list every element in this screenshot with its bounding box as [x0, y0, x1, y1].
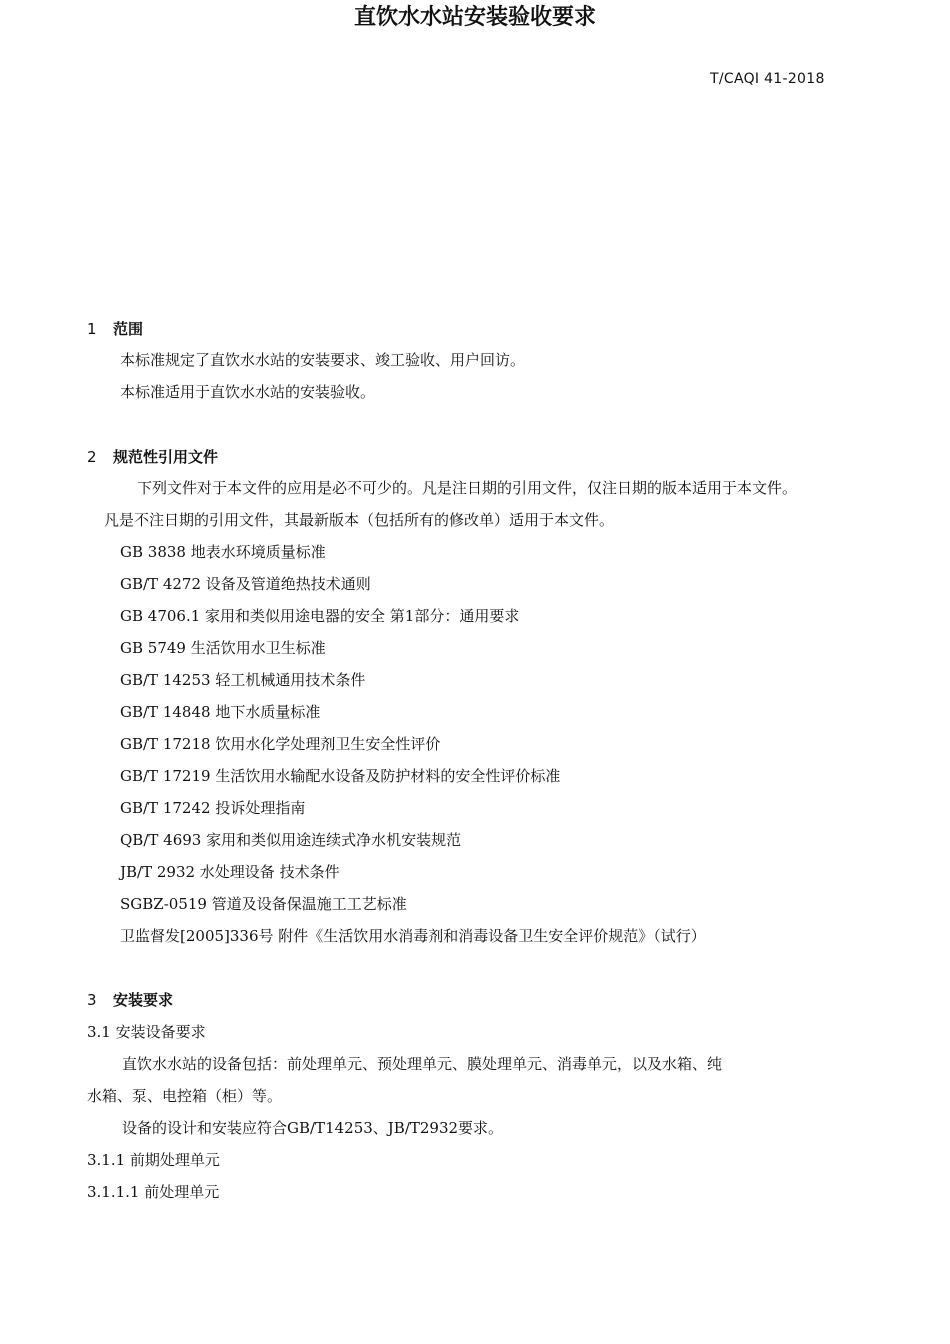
paragraph: 下列文件对于本文件的应用是必不可少的。凡是注日期的引用文件，仅注日期的版本适用于本文件。 [137, 479, 798, 497]
section-title: 规范性引用文件 [113, 448, 219, 466]
section-2-heading [87, 446, 218, 467]
reference-item: GB 5749 生活饮用水卫生标准 [120, 639, 326, 657]
subsection-heading: 3.1 安装设备要求 [87, 1023, 206, 1041]
reference-item: GB/T 17242 投诉处理指南 [120, 799, 306, 817]
paragraph: 本标准适用于直饮水水站的安装验收。 [120, 383, 376, 401]
section-number: 1 [87, 320, 97, 338]
standard-code: T/CAQI 41-2018 [710, 71, 825, 87]
section-3-heading [87, 989, 173, 1010]
paragraph: 直饮水水站的设备包括：前处理单元、预处理单元、膜处理单元、消毒单元，以及水箱、纯 [122, 1055, 723, 1073]
reference-item: SGBZ-0519 管道及设备保温施工工艺标准 [120, 895, 407, 913]
reference-item: JB/T 2932 水处理设备 技术条件 [120, 863, 340, 881]
section-number: 3 [87, 991, 97, 1009]
reference-item: GB/T 17219 生活饮用水输配水设备及防护材料的安全性评价标准 [120, 767, 561, 785]
reference-item: GB/T 4272 设备及管道绝热技术通则 [120, 575, 371, 593]
reference-item: GB/T 17218 饮用水化学处理剂卫生安全性评价 [120, 735, 441, 753]
section-number: 2 [87, 448, 97, 466]
paragraph: 设备的设计和安装应符合GB/T14253、JB/T2932要求。 [122, 1119, 504, 1137]
section-1-heading [87, 318, 143, 339]
reference-item: 卫监督发[2005]336号 附件《生活饮用水消毒剂和消毒设备卫生安全评价规范》（试行） [120, 927, 706, 945]
reference-item: GB 3838 地表水环境质量标准 [120, 543, 326, 561]
reference-item: GB/T 14848 地下水质量标准 [120, 703, 321, 721]
document-title: 直饮水水站安装验收要求 [353, 5, 596, 30]
paragraph: 凡是不注日期的引用文件，其最新版本（包括所有的修改单）适用于本文件。 [104, 511, 615, 529]
paragraph: 本标准规定了直饮水水站的安装要求、竣工验收、用户回访。 [120, 351, 526, 369]
subsection-heading: 3.1.1 前期处理单元 [87, 1151, 220, 1169]
section-title: 范围 [113, 320, 144, 338]
section-title: 安装要求 [113, 991, 174, 1009]
subsection-heading: 3.1.1.1 前处理单元 [87, 1183, 220, 1201]
reference-item: QB/T 4693 家用和类似用途连续式净水机安装规范 [120, 831, 462, 849]
paragraph: 水箱、泵、电控箱（柜）等。 [87, 1087, 283, 1105]
reference-item: GB 4706.1 家用和类似用途电器的安全 第1部分：通用要求 [120, 607, 520, 625]
reference-item: GB/T 14253 轻工机械通用技术条件 [120, 671, 366, 689]
